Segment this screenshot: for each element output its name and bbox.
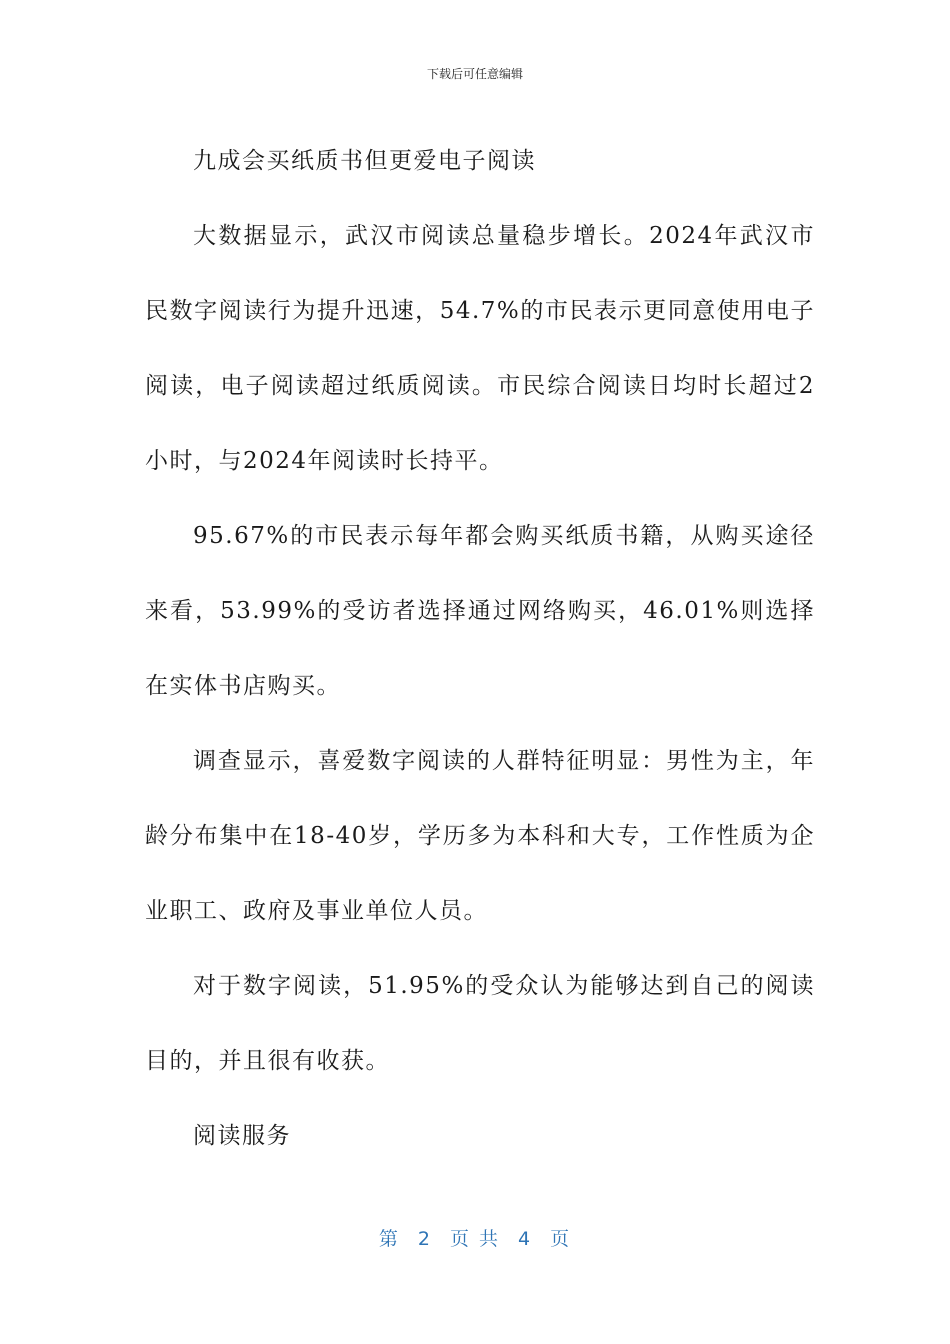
document-body — [145, 124, 815, 1174]
paragraph-paper-books: 95.67%的市民表示每年都会购买纸质书籍，从购买途径来看，53.99%的受访者选择通过网络购买，46.01%则选择在实体书店购买。 — [145, 523, 815, 699]
footer-suffix: 页 — [550, 1228, 572, 1250]
page-header: 下载后可任意编辑 — [426, 67, 523, 81]
paragraph-reading-service: 阅读服务 — [193, 1123, 291, 1149]
paragraph-title: 九成会买纸质书但更爱电子阅读 — [193, 148, 536, 174]
footer-prefix: 第 — [378, 1228, 400, 1250]
paragraph-reading-volume: 大数据显示，武汉市阅读总量稳步增长。2024年武汉市民数字阅读行为提升迅速，54.7%的市民表示更同意使用电子阅读，电子阅读超过纸质阅读。市民综合阅读日均时长超过2小时，与2024年阅读时长持平。 — [145, 223, 815, 474]
paragraph-digital-readers: 调查显示，喜爱数字阅读的人群特征明显：男性为主，年龄分布集中在18-40岁，学历多为本科和大专，工作性质为企业职工、政府及事业单位人员。 — [145, 748, 815, 924]
paragraph-digital-reading-goals: 对于数字阅读，51.95%的受众认为能够达到自己的阅读目的，并且很有收获。 — [145, 973, 815, 1074]
total-pages-number: 4 — [518, 1228, 533, 1250]
page-footer — [0, 1226, 950, 1252]
footer-middle: 页 共 — [449, 1228, 501, 1250]
current-page-number: 2 — [417, 1228, 432, 1250]
